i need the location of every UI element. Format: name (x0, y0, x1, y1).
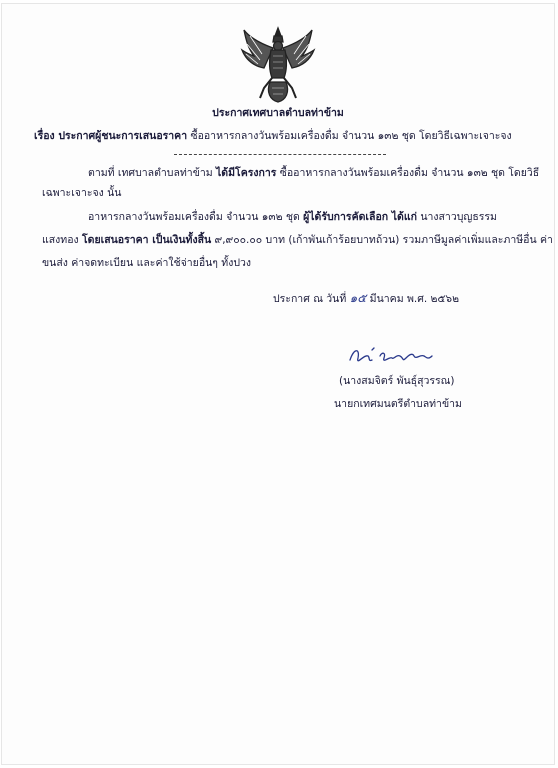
paragraph-2-line-3: ขนส่ง ค่าจดทะเบียน และค่าใช้จ่ายอื่นๆ ทั้งปวง (42, 257, 252, 269)
signature-mark (346, 344, 436, 368)
garuda-emblem-icon (240, 26, 316, 104)
signatory-title: นายกเทศมนตรีตำบลท่าข้าม (334, 398, 462, 410)
paragraph-2-line-1 (88, 205, 497, 230)
p1-text-b: ได้มีโครงการ (216, 167, 277, 179)
p2-text-c: นางสาวบุญธรรม (416, 211, 497, 223)
paragraph-1-line-1 (88, 161, 539, 186)
p2-text-a: อาหารกลางวันพร้อมเครื่องดื่ม จำนวน ๑๓๒ ชุด (88, 211, 304, 223)
signatory-name: (นางสมจิตร์ พันธุ์สุวรรณ) (339, 375, 455, 387)
p1-text-c: ซื้ออาหารกลางวันพร้อมเครื่องดื่ม จำนวน ๑๓๒ ชุด โดยวิธี (276, 167, 540, 179)
separator-line (174, 154, 386, 155)
document-subject (34, 127, 534, 144)
p2-text-b: ผู้ได้รับการคัดเลือก ได้แก่ (303, 211, 417, 223)
p2-text-d: แสงทอง (42, 234, 82, 246)
document-page (2, 4, 554, 764)
document-heading: ประกาศเทศบาลตำบลท่าข้าม (212, 107, 344, 119)
p2-text-f: ๙,๙๐๐.๐๐ บาท (เก้าพันเก้าร้อยบาทถ้วน) รวมภาษีมูลค่าเพิ่มและภาษีอื่น ค่า (211, 234, 553, 246)
p2-text-e: โดยเสนอราคา เป็นเงินทั้งสิ้น (82, 234, 212, 246)
announce-month-year: มีนาคม พ.ศ. ๒๕๖๒ (369, 293, 460, 305)
subject-text: ซื้ออาหารกลางวันพร้อมเครื่องดื่ม จำนวน ๑๓๒ ชุด โดยวิธีเฉพาะเจาะจง (187, 130, 512, 142)
paragraph-2-line-2 (42, 228, 553, 253)
subject-prefix: เรื่อง ประกาศผู้ชนะการเสนอราคา (34, 130, 188, 142)
announce-prefix: ประกาศ ณ วันที่ (273, 293, 347, 305)
announce-date (273, 286, 459, 312)
announce-day-handwritten: ๑๕ (349, 291, 367, 305)
p1-text-a: ตามที่ เทศบาลตำบลท่าข้าม (88, 167, 217, 179)
paragraph-1-line-2: เฉพาะเจาะจง นั้น (42, 187, 122, 199)
